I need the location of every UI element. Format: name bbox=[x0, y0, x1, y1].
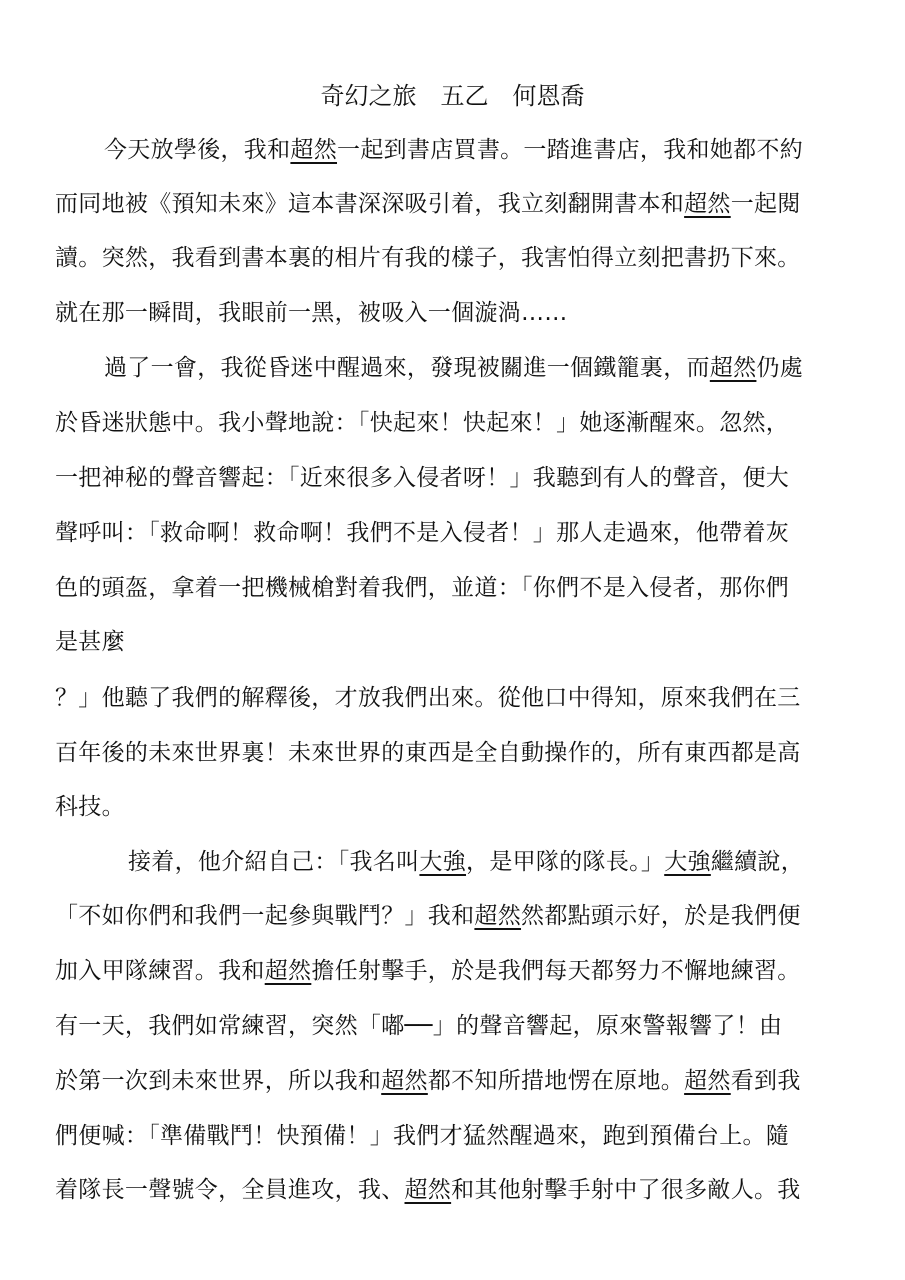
text-line bbox=[104, 350, 803, 386]
text-run: 於昏迷狀態中。我小聲地說：「快起來！快起來！」她逐漸醒來。忽然， bbox=[55, 410, 790, 436]
text-run: 過了一會，我從昏迷中醒過來，發現被關進一個鐵籠裏，而 bbox=[104, 355, 710, 381]
text-run: 於第一次到未來世界，所以我和 bbox=[55, 1068, 382, 1094]
text-line bbox=[55, 570, 789, 606]
text-line bbox=[55, 624, 125, 660]
text-line bbox=[55, 240, 801, 276]
text-run: 一起到書店買書。一踏進書店，我和她都不約 bbox=[337, 137, 804, 163]
text-run: 仍處 bbox=[756, 355, 804, 381]
text-run: 而同地被《預知未來》這本書深深吸引着，我立刻翻開書本和 bbox=[55, 191, 685, 217]
text-line bbox=[55, 953, 801, 989]
text-line bbox=[55, 186, 801, 222]
text-run: ？」他聽了我們的解釋後，才放我們出來。從他口中得知，原來我們在三 bbox=[55, 685, 801, 711]
text-run: 今天放學後，我和 bbox=[104, 137, 291, 163]
proper-name-underlined: 超然 bbox=[290, 137, 338, 163]
text-run: 讀。突然，我看到書本裏的相片有我的樣子，我害怕得立刻把書扔下來。 bbox=[55, 245, 801, 271]
proper-name-underlined: 超然 bbox=[474, 903, 522, 929]
text-line bbox=[55, 789, 125, 825]
proper-name-underlined: 超然 bbox=[381, 1068, 428, 1094]
text-run: 都不知所措地愣在原地。 bbox=[427, 1068, 685, 1094]
text-line bbox=[128, 844, 804, 880]
proper-name-underlined: 超然 bbox=[404, 1177, 452, 1203]
proper-name-underlined: 超然 bbox=[709, 355, 757, 381]
text-line bbox=[55, 1118, 789, 1154]
text-run: 是甚麼 bbox=[55, 629, 125, 655]
text-line bbox=[55, 515, 789, 551]
text-run: 一把神秘的聲音響起：「近來很多入侵者呀！」我聽到有人的聲音，便大 bbox=[55, 465, 790, 491]
text-run: 繼續說， bbox=[710, 849, 805, 875]
text-run: 然都點頭示好，於是我們便 bbox=[521, 903, 801, 929]
proper-name-underlined: 超然 bbox=[684, 1068, 731, 1094]
text-run: 看到我 bbox=[730, 1068, 801, 1094]
proper-name-underlined: 大強 bbox=[664, 849, 711, 875]
text-run: 色的頭盔，拿着一把機械槍對着我們，並道：「你們不是入侵者，那你們 bbox=[55, 575, 790, 601]
text-run: 一起閱 bbox=[730, 191, 801, 217]
text-line bbox=[55, 1008, 782, 1044]
text-run: 就在那一瞬間，我眼前一黑，被吸入一個漩渦…… bbox=[55, 300, 568, 326]
text-run: 接着，他介紹自己：「我名叫 bbox=[128, 849, 420, 875]
proper-name-underlined: 超然 bbox=[264, 958, 312, 984]
text-line bbox=[55, 1172, 801, 1208]
text-line bbox=[55, 680, 801, 716]
text-line bbox=[55, 898, 801, 934]
text-run: 擔任射擊手，於是我們每天都努力不懈地練習。 bbox=[311, 958, 801, 984]
text-line bbox=[55, 735, 801, 771]
text-line bbox=[55, 405, 789, 441]
text-run: 百年後的未來世界裏！未來世界的東西是全自動操作的，所有東西都是高 bbox=[55, 740, 801, 766]
text-run: 們便喊：「準備戰鬥！快預備！」我們才猛然醒過來，跑到預備台上。隨 bbox=[55, 1123, 790, 1149]
text-run: 科技。 bbox=[55, 794, 125, 820]
proper-name-underlined: 超然 bbox=[684, 191, 731, 217]
text-line bbox=[104, 132, 803, 168]
text-run: 有一天，我們如常練習，突然「嘟──」的聲音響起，原來警報響了！由 bbox=[55, 1013, 783, 1039]
text-run: 加入甲隊練習。我和 bbox=[55, 958, 265, 984]
text-line bbox=[55, 1063, 801, 1099]
text-run: ，是甲隊的隊長。」 bbox=[466, 849, 665, 875]
essay-title: 奇幻之旅 五乙 何恩喬 bbox=[320, 82, 585, 110]
text-line bbox=[55, 295, 568, 331]
text-run: 「不如你們和我們一起參與戰鬥？」我和 bbox=[55, 903, 475, 929]
text-line bbox=[55, 460, 789, 496]
proper-name-underlined: 大強 bbox=[419, 849, 467, 875]
text-run: 和其他射擊手射中了很多敵人。我 bbox=[451, 1177, 801, 1203]
text-run: 聲呼叫：「救命啊！救命啊！我們不是入侵者！」那人走過來，他帶着灰 bbox=[55, 520, 790, 546]
text-run: 着隊長一聲號令，全員進攻，我、 bbox=[55, 1177, 405, 1203]
